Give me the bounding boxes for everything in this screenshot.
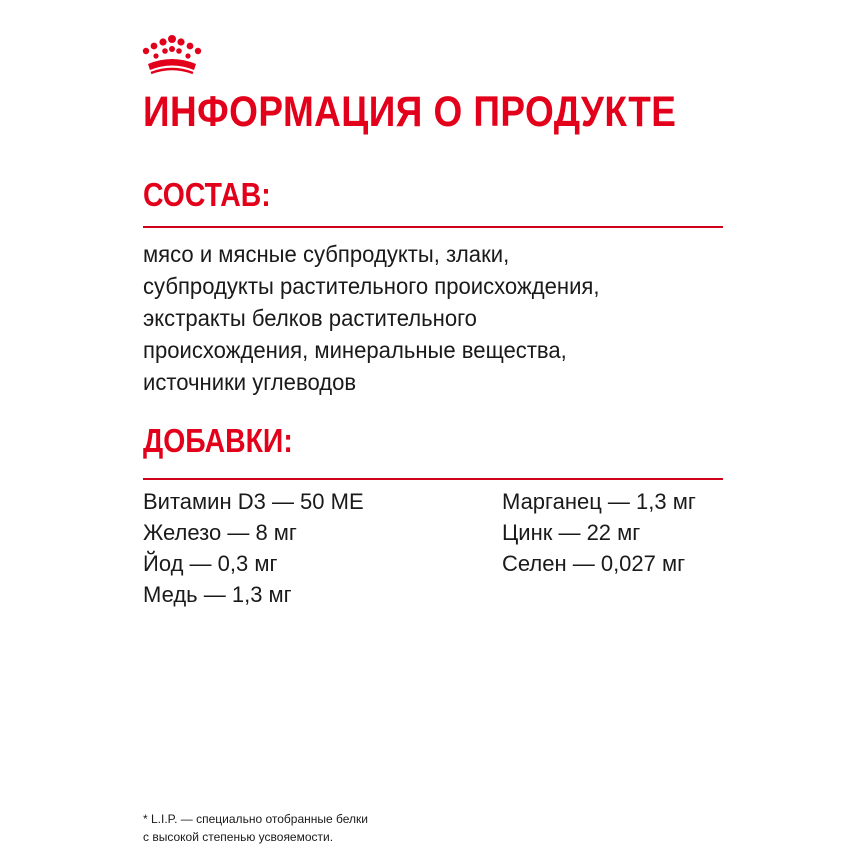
footnote-line: с высокой степенью усвояемости. bbox=[143, 830, 334, 844]
footnote-line: * L.I.P. — специально отобранные белки bbox=[143, 812, 368, 826]
additive-item: Витамин D3 — 50 МЕ bbox=[143, 489, 364, 514]
composition-line: субпродукты растительного происхождения, bbox=[143, 273, 600, 299]
additive-item: Селен — 0,027 мг bbox=[502, 551, 686, 576]
composition-line: экстракты белков растительного bbox=[143, 305, 477, 331]
additive-item: Йод — 0,3 мг bbox=[143, 551, 278, 576]
additive-item: Цинк — 22 мг bbox=[502, 520, 641, 545]
crown-icon bbox=[141, 34, 203, 76]
additive-item: Железо — 8 мг bbox=[143, 520, 297, 545]
additive-item: Медь — 1,3 мг bbox=[143, 582, 292, 607]
divider bbox=[143, 478, 723, 480]
composition-heading: СОСТАВ: bbox=[143, 176, 271, 213]
page-title: ИНФОРМАЦИЯ О ПРОДУКТЕ bbox=[143, 88, 677, 136]
divider bbox=[143, 226, 723, 228]
additive-item: Марганец — 1,3 мг bbox=[502, 489, 696, 514]
additives-list-right bbox=[502, 486, 696, 579]
composition-line: источники углеводов bbox=[143, 369, 357, 395]
composition-line: происхождения, минеральные вещества, bbox=[143, 337, 567, 363]
footnote bbox=[143, 810, 368, 846]
composition-line: мясо и мясные субпродукты, злаки, bbox=[143, 241, 510, 267]
additives-heading: ДОБАВКИ: bbox=[143, 422, 293, 459]
additives-list-left bbox=[143, 486, 364, 610]
composition-text bbox=[143, 238, 619, 398]
